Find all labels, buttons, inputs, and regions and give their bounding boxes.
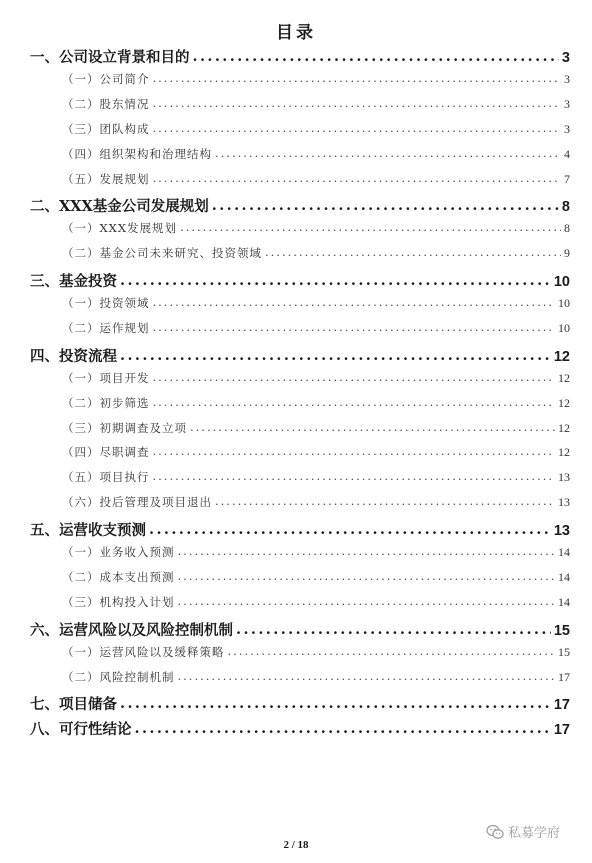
toc-section-entry[interactable] — [62, 569, 570, 585]
toc-entry-page: 17 — [553, 722, 570, 739]
toc-entry-label: 七、项目储备 — [30, 696, 117, 714]
toc-section-entry[interactable] — [62, 669, 570, 685]
toc-chapter-entry[interactable] — [30, 619, 570, 640]
toc-entry-page: 15 — [558, 644, 570, 659]
toc-entry-label: 四、投资流程 — [30, 347, 117, 365]
toc-dot-leader — [178, 544, 556, 558]
toc-entry-label: （四）组织架构和治理结构 — [62, 146, 212, 161]
toc-entry-page: 17 — [558, 669, 570, 684]
toc-dot-leader — [215, 494, 555, 508]
toc-entry-page: 12 — [558, 395, 570, 410]
toc-entry-label: （一）投资领域 — [62, 296, 150, 310]
toc-dot-leader — [120, 695, 551, 712]
toc-entry-page: 9 — [564, 246, 570, 261]
toc-dot-leader — [153, 171, 562, 185]
toc-chapter-entry[interactable] — [30, 195, 570, 216]
toc-dot-leader — [153, 71, 562, 85]
toc-dot-leader — [236, 621, 551, 638]
toc-entry-label: （三）机构投入计划 — [62, 594, 175, 609]
toc-entry-page: 8 — [564, 221, 570, 236]
toc-entry-label: （二）初步筛选 — [62, 395, 150, 410]
toc-entry-label: （五）发展规划 — [62, 171, 150, 186]
toc-entry-page: 13 — [553, 523, 570, 540]
toc-entry-page: 17 — [553, 697, 570, 714]
watermark — [486, 822, 560, 841]
toc-dot-leader — [153, 320, 556, 334]
toc-entry-page: 3 — [564, 96, 570, 111]
toc-entry-page: 3 — [564, 71, 570, 86]
toc-section-entry[interactable] — [62, 420, 570, 436]
toc-chapter-entry[interactable] — [30, 693, 570, 714]
toc-entry-label: （一）公司简介 — [62, 71, 150, 86]
toc-entry-page: 8 — [561, 199, 570, 216]
toc-dot-leader — [153, 370, 556, 384]
wechat-icon — [486, 824, 504, 840]
toc-entry-page: 12 — [553, 348, 570, 365]
toc-section-entry[interactable] — [62, 469, 570, 485]
toc-entry-label: （二）股东情况 — [62, 96, 150, 111]
toc-dot-leader — [190, 420, 555, 434]
toc-entry-page: 10 — [558, 296, 570, 310]
toc-dot-leader — [178, 569, 556, 583]
toc-entry-page: 3 — [561, 50, 570, 66]
toc-dot-leader — [135, 720, 551, 737]
toc-dot-leader — [153, 96, 562, 110]
toc-chapter-entry[interactable] — [30, 345, 570, 366]
toc-entry-label: （一）业务收入预测 — [62, 545, 175, 559]
toc-dot-leader — [180, 220, 561, 234]
toc-entry-label: （一）XXX发展规划 — [62, 221, 178, 236]
toc-entry-page: 12 — [558, 420, 570, 435]
toc-entry-page: 7 — [564, 171, 570, 186]
toc-entry-label: （三）初期调查及立项 — [62, 420, 187, 435]
toc-entry-label: （二）风险控制机制 — [62, 669, 175, 684]
toc-entry-page: 15 — [553, 622, 570, 639]
toc-section-entry[interactable] — [62, 644, 570, 660]
toc-entry-page: 14 — [558, 594, 570, 609]
toc-entry-page: 12 — [558, 370, 570, 385]
toc-section-entry[interactable] — [62, 395, 570, 411]
toc-dot-leader — [228, 644, 556, 658]
toc-entry-label: （二）运作规划 — [62, 320, 150, 335]
toc-dot-leader — [153, 395, 556, 409]
toc-section-entry[interactable] — [62, 220, 570, 236]
toc-entry-page: 4 — [564, 146, 570, 161]
toc-entry-page: 3 — [564, 121, 570, 136]
toc-entry-label: 六、运营风险以及风险控制机制 — [30, 621, 233, 639]
toc-dot-leader — [265, 245, 561, 259]
toc-entry-label: 八、可行性结论 — [30, 721, 132, 739]
toc-dot-leader — [193, 48, 559, 65]
toc-dot-leader — [153, 295, 556, 309]
toc-section-entry[interactable] — [62, 71, 570, 87]
toc-entry-label: 三、基金投资 — [30, 273, 117, 291]
toc-dot-leader — [215, 146, 561, 160]
toc-entry-label: （二）基金公司未来研究、投资领域 — [62, 246, 262, 261]
toc-chapter-entry[interactable] — [30, 519, 570, 540]
toc-section-entry[interactable] — [62, 96, 570, 112]
toc-chapter-entry[interactable] — [30, 270, 570, 291]
toc-entry-page: 12 — [558, 445, 570, 460]
toc-entry-label: （五）项目执行 — [62, 470, 150, 485]
toc-dot-leader — [153, 444, 556, 458]
toc-section-entry[interactable] — [62, 320, 570, 336]
toc-section-entry[interactable] — [62, 370, 570, 386]
toc-section-entry[interactable] — [62, 295, 570, 311]
page-title: 目录 — [276, 23, 316, 43]
toc-entry-label: （六）投后管理及项目退出 — [62, 495, 212, 510]
toc-entry-label: （四）尽职调查 — [62, 445, 150, 460]
toc-entry-label: 一、公司设立背景和目的 — [30, 49, 190, 66]
toc-section-entry[interactable] — [62, 594, 570, 610]
toc-chapter-entry[interactable] — [30, 718, 570, 739]
toc-entry-label: （一）项目开发 — [62, 370, 150, 385]
toc-entry-page: 10 — [558, 320, 570, 335]
toc-dot-leader — [178, 594, 556, 608]
toc-dot-leader — [212, 197, 559, 214]
toc-entry-label: 五、运营收支预测 — [30, 522, 146, 540]
toc-dot-leader — [120, 347, 551, 364]
toc-entry-page: 10 — [553, 274, 570, 291]
toc-entry-label: （二）成本支出预测 — [62, 569, 175, 584]
toc-entry-page: 14 — [558, 545, 570, 559]
toc-section-entry[interactable] — [62, 544, 570, 560]
toc-entry-page: 14 — [558, 569, 570, 584]
toc-section-entry[interactable] — [62, 121, 570, 137]
toc-entry-label: （三）团队构成 — [62, 121, 150, 136]
toc-dot-leader — [153, 469, 556, 483]
toc-entry-label: 二、XXX基金公司发展规划 — [30, 198, 209, 216]
toc-dot-leader — [178, 669, 556, 683]
toc-section-entry[interactable] — [62, 494, 570, 510]
toc-section-entry[interactable] — [62, 146, 570, 162]
toc-dot-leader — [153, 121, 562, 135]
toc-dot-leader — [149, 521, 551, 538]
toc-entry-page: 13 — [558, 470, 570, 485]
toc-section-entry[interactable] — [62, 444, 570, 460]
page-number: 2 / 18 — [283, 839, 309, 851]
toc-section-entry[interactable] — [62, 245, 570, 261]
toc-dot-leader — [120, 272, 551, 289]
toc-entry-label: （一）运营风险以及缓释策略 — [62, 644, 225, 659]
toc-chapter-entry[interactable] — [30, 46, 570, 67]
toc-section-entry[interactable] — [62, 171, 570, 187]
watermark-text: 私募学府 — [508, 826, 561, 841]
toc-entry-page: 13 — [558, 495, 570, 510]
